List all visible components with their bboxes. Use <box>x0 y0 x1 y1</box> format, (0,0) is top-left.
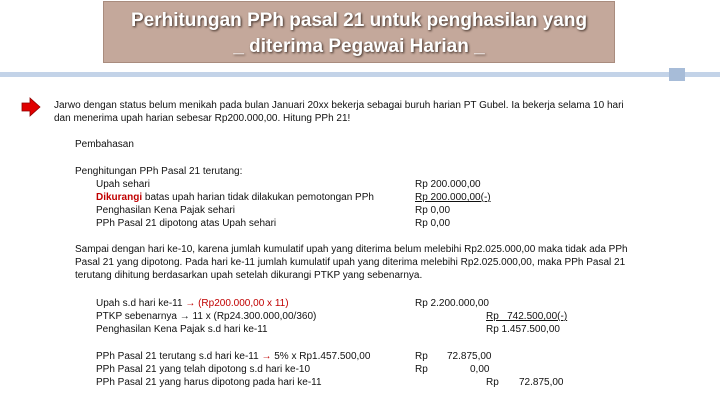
upah-11-value: Rp 2.200.000,00 <box>415 298 489 309</box>
slide-title-line-2: _ diterima Pegawai Harian _ <box>233 36 485 57</box>
pph-10-rp: Rp <box>415 364 428 375</box>
dikurangi-label: Dikurangi <box>96 192 143 203</box>
batas-upah-value: Rp 200.000,00(-) <box>415 192 491 203</box>
explanation-line-2: Pasal 21 yang dipotong. Pada hari ke-11 jumlah kumulatif upah yang diterima melebihi Rp2.025.000,00, maka PPh Pasal 21 <box>75 257 626 268</box>
ptkp-calc: 11 x (Rp24.300.000,00/360) <box>192 311 317 322</box>
calc-heading: Penghitungan PPh Pasal 21 terutang: <box>75 166 243 177</box>
pph-due-value: 72.875,00 <box>519 377 564 388</box>
intro-line-2: dan menerima upah harian sebesar Rp200.000,00. Hitung PPh 21! <box>54 113 351 124</box>
pph-10-label: PPh Pasal 21 yang telah dipotong s.d hari ke-10 <box>96 364 311 375</box>
pkp-11-label: Penghasilan Kena Pajak s.d hari ke-11 <box>96 324 268 335</box>
pembahasan-heading: Pembahasan <box>75 139 134 150</box>
batas-upah-rest: batas upah harian tidak dilakukan pemotongan PPh <box>142 192 374 203</box>
slide-title-box <box>103 1 615 63</box>
upah-sehari-label: Upah sehari <box>96 179 150 190</box>
pph-11-label: PPh Pasal 21 terutang s.d hari ke-11 → 5% x Rp1.457.500,00 <box>96 351 371 362</box>
explanation-line-1: Sampai dengan hari ke-10, karena jumlah kumulatif upah yang diterima belum melebihi Rp2.025.000,00 maka tidak ada PPh <box>75 244 628 255</box>
pph-11-value: 72.875,00 <box>447 351 492 362</box>
upah-11-calc: (Rp200.000,00 x 11) <box>198 298 289 309</box>
upah-11-label: Upah s.d hari ke-11 → (Rp200.000,00 x 11) <box>96 298 289 309</box>
slide-title-line-1: Perhitungan PPh pasal 21 untuk penghasilan yang <box>130 10 588 31</box>
upah-sehari-value: Rp 200.000,00 <box>415 179 481 190</box>
header-rule <box>0 72 720 77</box>
pph-sehari-value: Rp 0,00 <box>415 218 451 229</box>
arrow-icon: → <box>261 351 275 362</box>
arrow-icon: → <box>185 298 199 309</box>
intro-line-1: Jarwo dengan status belum menikah pada bulan Januari 20xx bekerja sebagai buruh harian PT Gubel. Ia bekerja selama 10 hari <box>54 100 624 111</box>
ptkp-value: Rp 742.500,00(-) <box>486 311 568 322</box>
arrow-icon: → <box>179 311 193 322</box>
pph-10-value: 0,00 <box>470 364 490 375</box>
pkp-sehari-label: Penghasilan Kena Pajak sehari <box>96 205 235 216</box>
batas-upah-label <box>96 191 374 204</box>
pph-11-calc: 5% x Rp1.457.500,00 <box>274 351 371 362</box>
ptkp-label: PTKP sebenarnya → 11 x (Rp24.300.000,00/360) <box>96 311 317 322</box>
pkp-sehari-value: Rp 0,00 <box>415 205 451 216</box>
pph-11-rp: Rp <box>415 351 428 362</box>
explanation-line-3: terutang dihitung berdasarkan upah setelah dikurangi PTKP yang sebenarnya. <box>75 270 423 281</box>
pph-due-label: PPh Pasal 21 yang harus dipotong pada hari ke-11 <box>96 377 322 388</box>
rule-accent-block <box>669 68 685 81</box>
right-arrow-bullet-icon <box>21 97 41 117</box>
pkp-11-value: Rp 1.457.500,00 <box>486 324 560 335</box>
pph-due-rp: Rp <box>486 377 499 388</box>
pph-sehari-label: PPh Pasal 21 dipotong atas Upah sehari <box>96 218 277 229</box>
